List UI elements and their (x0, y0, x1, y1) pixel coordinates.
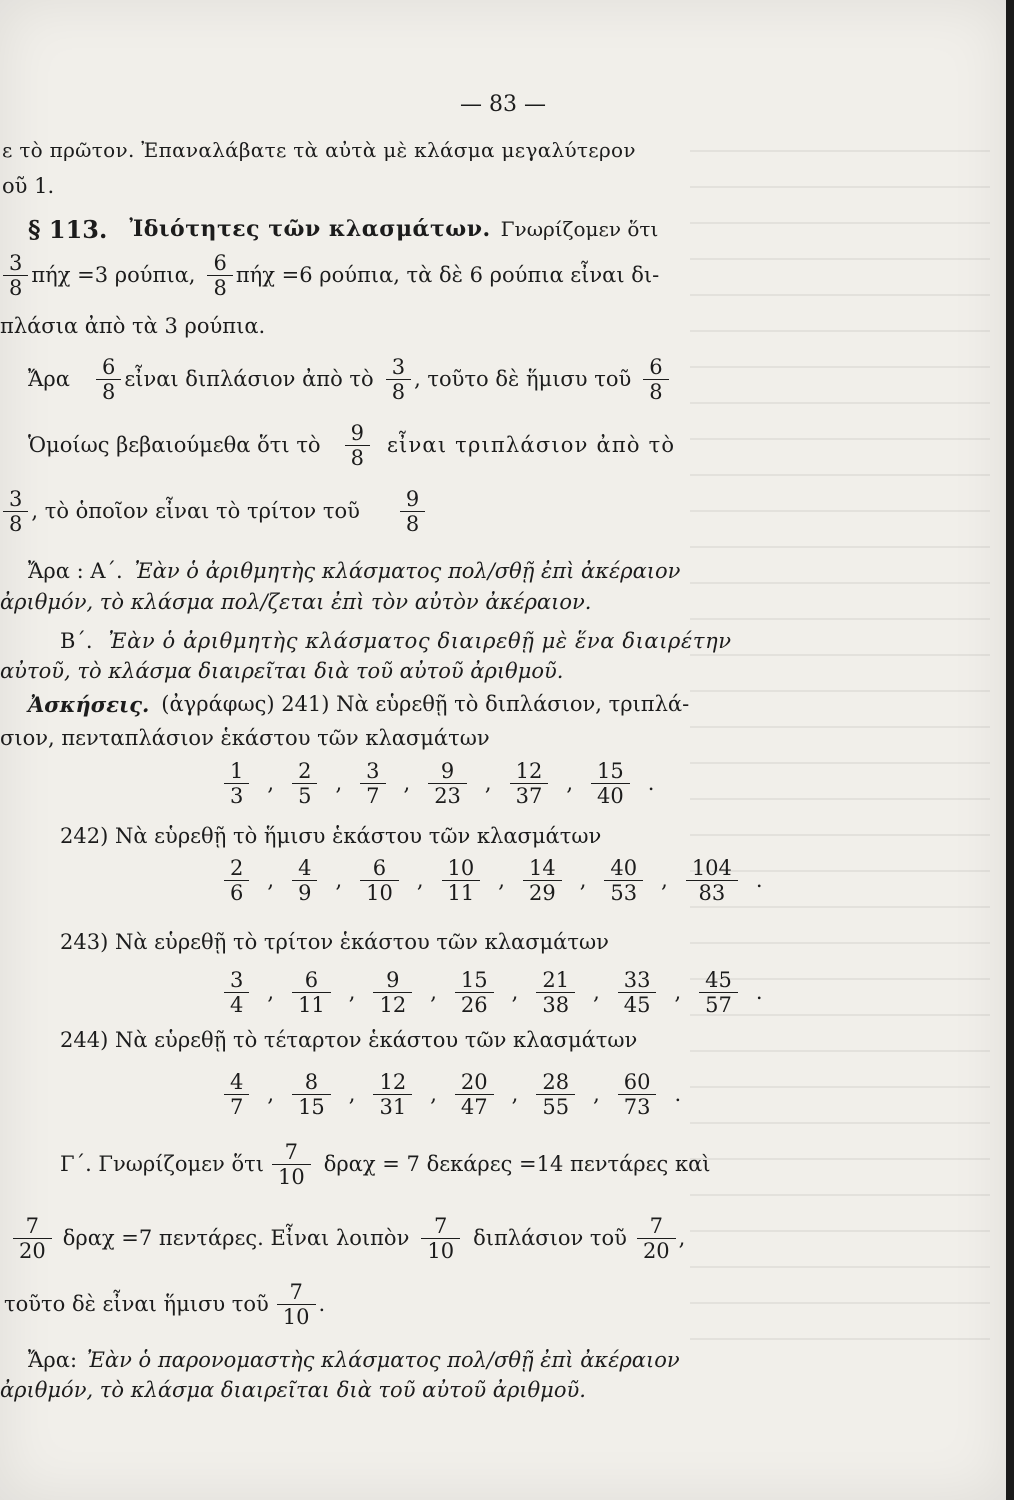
numerator: 20 (455, 1070, 494, 1095)
text-line: σιον, πενταπλάσιον ἑκάστου τῶν κλασμάτων (0, 726, 490, 750)
numerator: 9 (428, 759, 467, 784)
numerator: 12 (373, 1070, 412, 1095)
denominator: 53 (610, 880, 638, 905)
numerator: 9 (373, 968, 412, 993)
denominator: 11 (447, 880, 475, 905)
fraction (224, 856, 249, 905)
fraction (360, 856, 399, 905)
denominator: 29 (528, 880, 556, 905)
separator: , (267, 868, 275, 892)
page-number: — 83 — (460, 92, 546, 117)
denominator: 40 (597, 783, 624, 808)
separator: , (566, 771, 574, 795)
exercise-242-fractions (210, 852, 767, 908)
numerator: 6 (360, 856, 399, 881)
numerator: 15 (591, 759, 630, 784)
separator: , (593, 1082, 600, 1106)
text-line: αὐτοῦ, τὸ κλάσμα διαιρεῖται διὰ τοῦ αὐτοῦ ἀριθμοῦ. (0, 659, 564, 683)
separator: , (267, 771, 275, 795)
numerator: 8 (292, 1070, 331, 1095)
denominator: 10 (366, 880, 393, 905)
text-line: ἀριθμόν, τὸ κλάσμα διαιρεῖται διὰ τοῦ αὐτοῦ ἀριθμοῦ. (0, 1378, 586, 1402)
fraction: 6 8 (207, 251, 232, 300)
text-line: τοῦτο δὲ εἶναι ἥμισυ τοῦ 7 10 . (4, 1279, 326, 1329)
denominator: 26 (460, 992, 488, 1017)
fraction (618, 1070, 657, 1119)
section-title: Ἰδιότητες τῶν κλασμάτων. (129, 216, 491, 242)
fraction (510, 759, 549, 808)
separator: , (593, 980, 600, 1004)
denominator: 73 (623, 1094, 651, 1119)
fraction: 3 8 (386, 355, 411, 404)
numerator: 4 (292, 856, 317, 881)
fraction (604, 856, 643, 905)
denominator: 7 (230, 1094, 244, 1119)
numerator: 28 (536, 1070, 575, 1095)
separator: , (403, 771, 411, 795)
denominator: 83 (698, 880, 726, 905)
fraction (536, 968, 575, 1017)
fraction: 7 10 (277, 1280, 316, 1329)
denominator: 31 (379, 1094, 407, 1119)
fraction (224, 968, 249, 1017)
fraction (373, 968, 412, 1017)
numerator: 104 (686, 856, 738, 881)
fraction: 3 8 (3, 487, 28, 536)
fraction (699, 968, 738, 1017)
exercise-243-text: 243) Νὰ εὑρεθῇ τὸ τρίτον ἑκάστου τῶν κλασμάτων (60, 930, 609, 954)
numerator: 45 (699, 968, 738, 993)
exercise-244-text: 244) Νὰ εὑρεθῇ τὸ τέταρτον ἑκάστου τῶν κλασμάτων (60, 1028, 638, 1052)
numerator: 4 (224, 1070, 249, 1095)
separator: , (335, 771, 343, 795)
denominator: 37 (515, 783, 543, 808)
bleed-through (690, 150, 990, 1350)
fraction (292, 968, 331, 1017)
numerator: 60 (618, 1070, 657, 1095)
denominator: 6 (230, 880, 244, 905)
fraction (686, 856, 738, 905)
fraction: 9 8 (345, 421, 370, 470)
exercise-244-fractions (210, 1066, 685, 1122)
fraction (224, 1070, 249, 1119)
text-line: 3 8 , τὸ ὁποῖον εἶναι τὸ τρίτον τοῦ 9 8 (0, 486, 428, 536)
fraction (455, 1070, 494, 1119)
separator: , (674, 980, 682, 1004)
rule-b: Β΄. Ἐὰν ὁ ἀριθμητὴς κλάσματος διαιρεθῇ μὲ ἕνα διαιρέτην (60, 629, 732, 653)
rule-a: Ἄρα : Α΄. Ἐὰν ὁ ἀριθμητὴς κλάσματος πολ/σθῇ ἐπὶ ἀκέραιον (28, 559, 681, 583)
separator: , (498, 868, 505, 892)
rule-c: Ἄρα: Ἐὰν ὁ παρονομαστὴς κλάσματος πολ/σθῇ ἐπὶ ἀκέραιον (28, 1348, 680, 1372)
separator: . (755, 980, 763, 1004)
separator: , (348, 980, 356, 1004)
denominator: 55 (542, 1094, 570, 1119)
denominator: 12 (379, 992, 407, 1017)
separator: , (416, 868, 424, 892)
exercise-241-fractions (210, 756, 658, 810)
fraction (591, 759, 630, 808)
exercise-243-fractions (210, 964, 767, 1020)
exercises-heading: Ἀσκήσεις. (ἀγράφως) 241) Νὰ εὑρεθῇ τὸ διπλάσιον, τριπλά- (28, 691, 690, 717)
fraction: 7 10 (272, 1140, 311, 1189)
fraction: 9 8 (400, 487, 425, 536)
denominator: 38 (542, 992, 570, 1017)
fraction: 3 8 (3, 251, 28, 300)
numerator: 15 (455, 968, 494, 993)
numerator: 14 (523, 856, 562, 881)
fraction (618, 968, 657, 1017)
fraction: 7 20 (637, 1214, 676, 1263)
exercise-242-text: 242) Νὰ εὑρεθῇ τὸ ἥμισυ ἑκάστου τῶν κλασμάτων (60, 824, 602, 848)
numerator: 3 (360, 759, 385, 784)
fraction (292, 856, 317, 905)
separator: , (661, 868, 668, 892)
text-line: ἀριθμόν, τὸ κλάσμα πολ/ζεται ἐπὶ τὸν αὐτὸν ἀκέραιον. (0, 590, 592, 614)
denominator: 15 (298, 1094, 325, 1119)
denominator: 4 (230, 992, 244, 1017)
separator: . (674, 1082, 682, 1106)
denominator: 47 (460, 1094, 488, 1119)
fraction: 7 20 (13, 1214, 52, 1263)
text-line: ε τὸ πρῶτον. Ἐπαναλάβατε τὰ αὐτὰ μὲ κλάσμα μεγαλύτερον (2, 138, 636, 162)
numerator: 40 (604, 856, 643, 881)
numerator: 12 (510, 759, 549, 784)
fraction (442, 856, 481, 905)
denominator: 11 (298, 992, 325, 1017)
denominator: 9 (298, 880, 312, 905)
separator: , (267, 980, 275, 1004)
denominator: 3 (230, 783, 244, 808)
text-line: 3 8 πήχ =3 ρούπια, 6 8 πήχ =6 ρούπια, τὰ δὲ 6 ρούπια εἶναι δι- (0, 250, 659, 300)
numerator: 21 (536, 968, 575, 993)
numerator: 3 (224, 968, 249, 993)
denominator: 7 (366, 783, 380, 808)
separator: , (511, 980, 519, 1004)
denominator: 5 (298, 783, 312, 808)
fraction (292, 759, 317, 808)
denominator: 23 (434, 783, 461, 808)
fraction: 6 8 (96, 355, 121, 404)
text-line: Γ΄. Γνωρίζομεν ὅτι 7 10 δραχ = 7 δεκάρες =14 πεντάρες καὶ (60, 1139, 711, 1189)
separator: , (484, 771, 492, 795)
fraction (455, 968, 494, 1017)
numerator: 2 (224, 856, 249, 881)
text-line: Ἄρα 6 8 εἶναι διπλάσιον ἀπὸ τὸ 3 8 , τοῦτο δὲ ἥμισυ τοῦ 6 8 (28, 354, 672, 404)
separator: , (267, 1082, 275, 1106)
numerator: 10 (442, 856, 481, 881)
numerator: 2 (292, 759, 317, 784)
fraction (373, 1070, 412, 1119)
fraction (292, 1070, 331, 1119)
fraction (224, 759, 249, 808)
separator: , (430, 980, 437, 1004)
section-number: § 113. (28, 214, 108, 244)
separator: , (511, 1082, 519, 1106)
numerator: 6 (292, 968, 331, 993)
fraction: 6 8 (643, 355, 668, 404)
text-span: Γνωρίζομεν ὅτι (500, 217, 659, 241)
denominator: 57 (705, 992, 732, 1017)
denominator: 45 (623, 992, 651, 1017)
numerator: 33 (618, 968, 657, 993)
text-line: Ὁμοίως βεβαιούμεθα ὅτι τὸ 9 8 εἶναι τριπλάσιον ἀπὸ τὸ (28, 420, 676, 470)
fraction (523, 856, 562, 905)
fraction: 7 10 (421, 1214, 460, 1263)
separator: , (579, 868, 587, 892)
fraction (428, 759, 467, 808)
separator: . (755, 868, 763, 892)
separator: , (348, 1082, 356, 1106)
fraction (360, 759, 385, 808)
text-line: 7 20 δραχ =7 πεντάρες. Εἶναι λοιπὸν 7 10 διπλάσιον τοῦ 7 20 , (10, 1210, 685, 1266)
text-line: πλάσια ἀπὸ τὰ 3 ρούπια. (0, 314, 266, 338)
fraction (536, 1070, 575, 1119)
separator: , (335, 868, 343, 892)
section-heading (28, 214, 658, 244)
separator: , (430, 1082, 437, 1106)
separator: . (647, 771, 655, 795)
text-line: οῦ 1. (2, 174, 55, 198)
numerator: 1 (224, 759, 249, 784)
